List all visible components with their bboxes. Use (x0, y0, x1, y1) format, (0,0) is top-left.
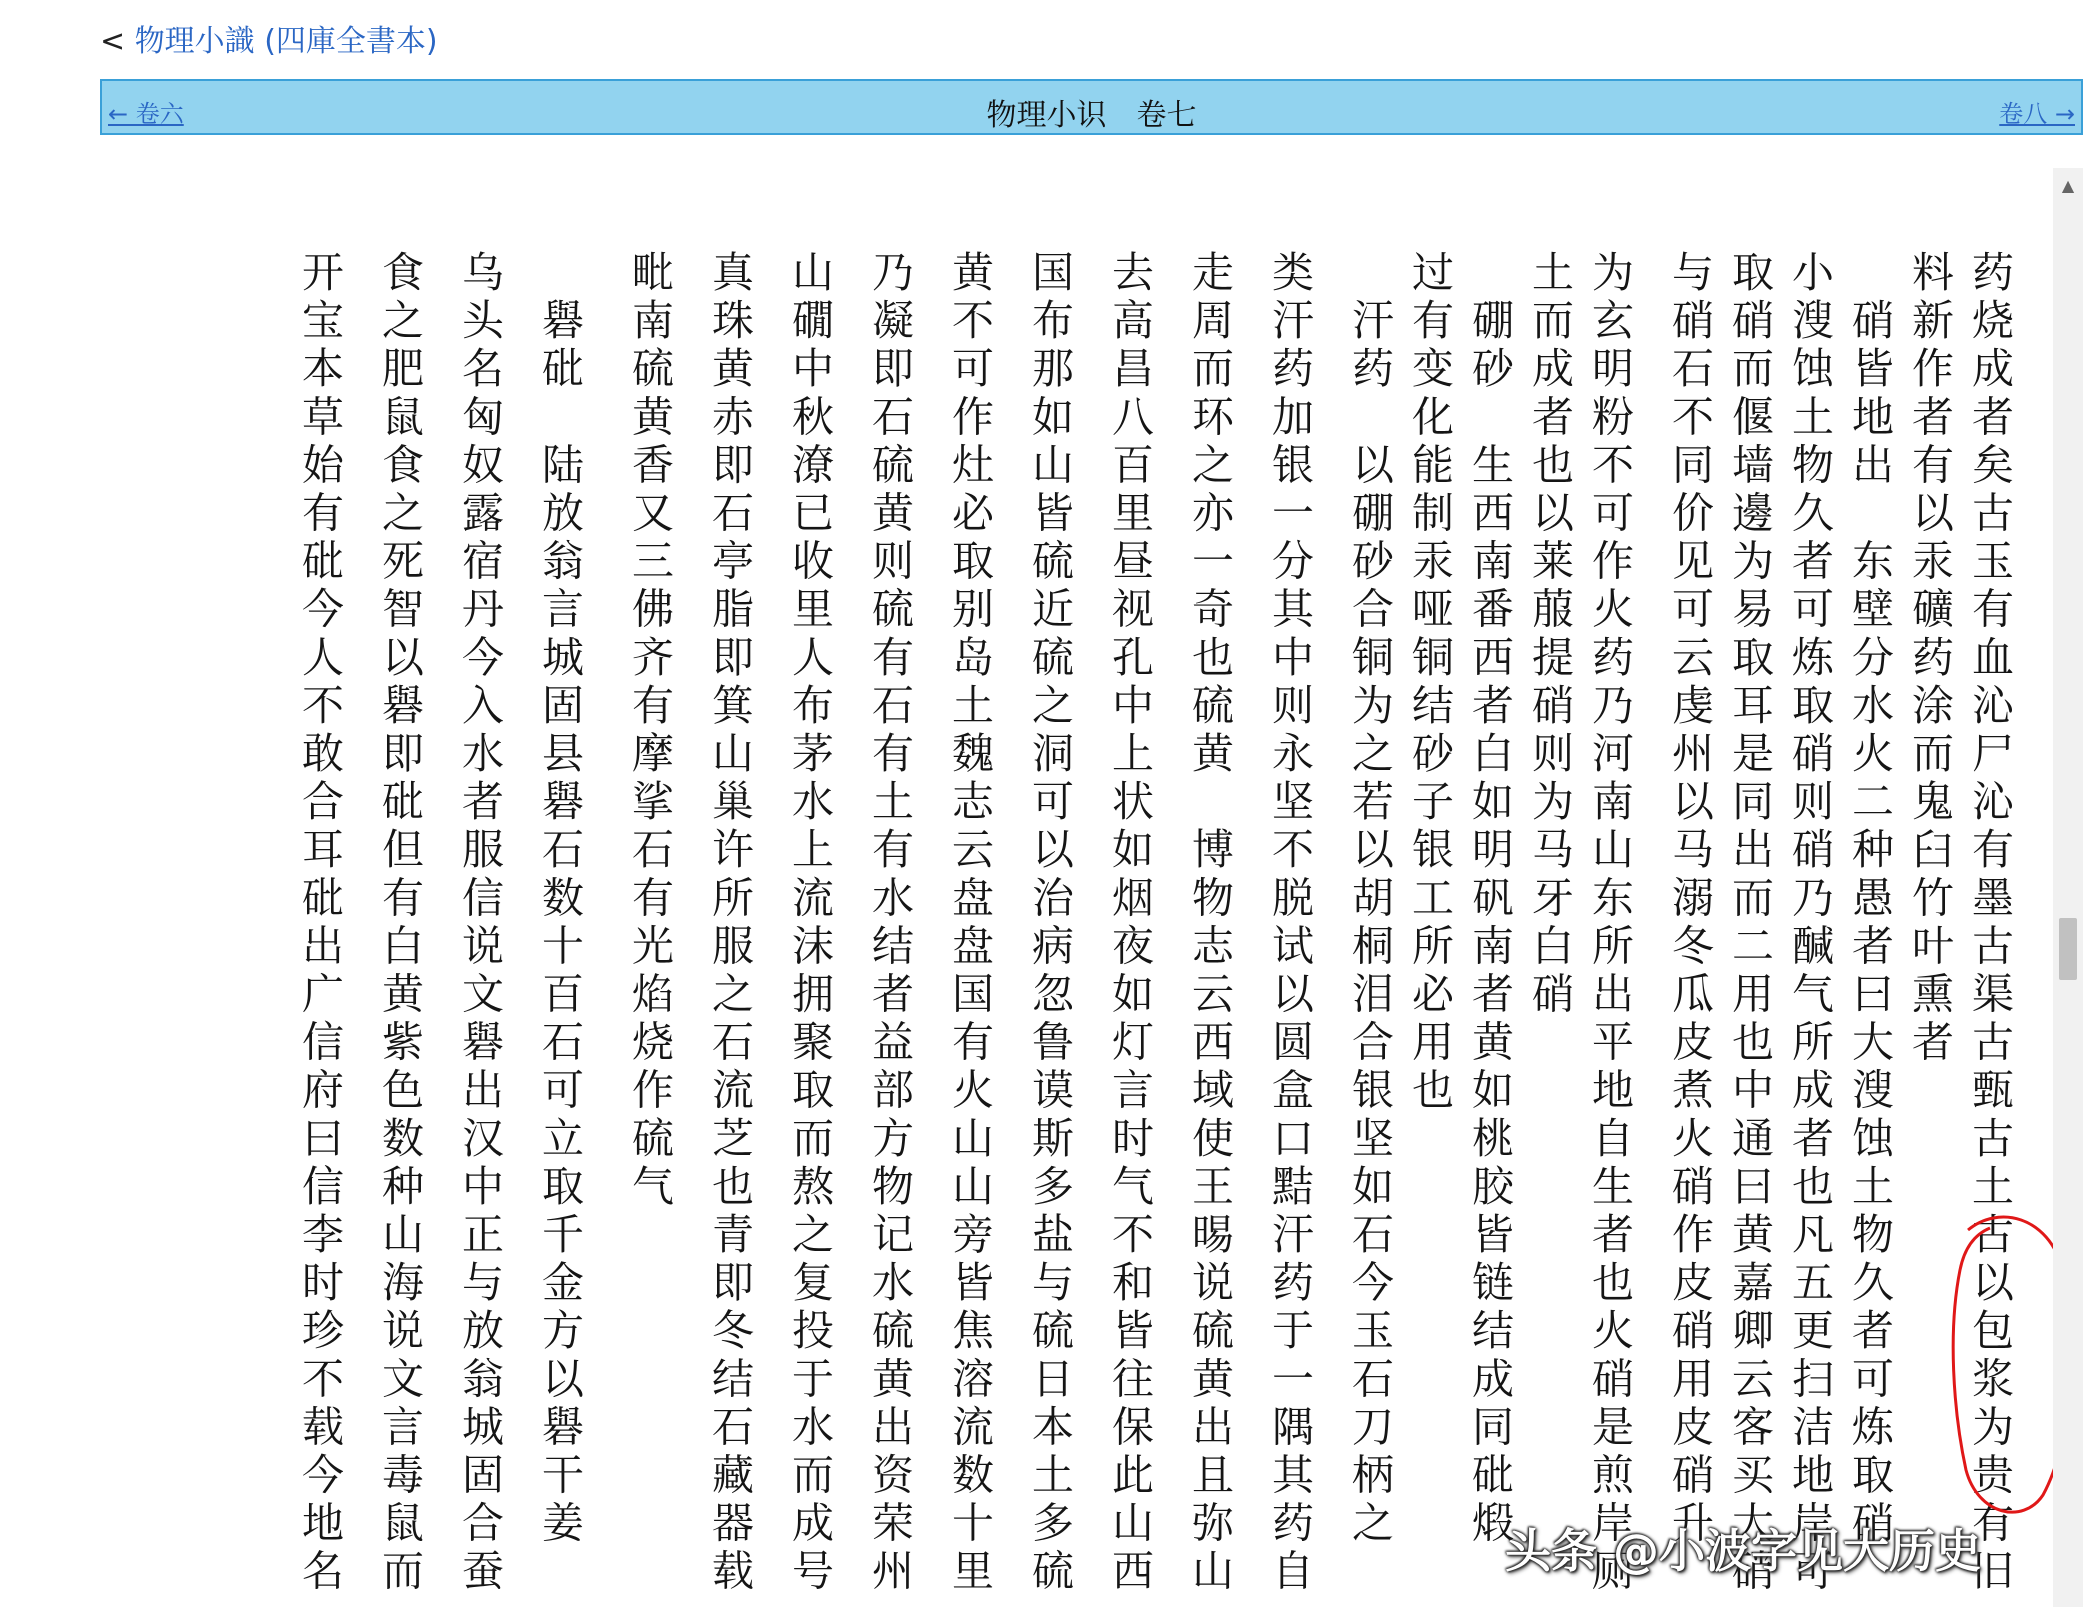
watermark: 头条 @小波字见大历史 (1505, 1524, 1982, 1578)
next-chapter-link[interactable]: 卷八 → (1999, 100, 2075, 128)
scroll-up-arrow-icon[interactable]: ▲ (2061, 176, 2075, 195)
text-column: 硼砂 生西南番西者白如明矾南者黄如桃胶皆链结成同砒煅 (1466, 250, 1515, 1549)
text-column: 为玄明粉不可作火药乃河南山东所出平地自生者也火硝是煎岸厕 (1586, 250, 1635, 1597)
text-column: 山礀中秋潦已收里人布茅水上流沫拥聚取而熬之复投于水而成号 (786, 250, 835, 1597)
text-column: 走周而环之亦一奇也硫黄 博物志云西域使王晹说硫黄出且弥山 (1186, 250, 1235, 1597)
text-column: 去高昌八百里昼视孔中上状如烟夜如灯言时气不和皆往保此山西 (1106, 250, 1155, 1597)
text-column: 礜砒 陆放翁言城固县礜石数十百石可立取千金方以礜干姜 (536, 250, 585, 1549)
scrollbar-thumb[interactable] (2059, 918, 2077, 980)
text-column: 国布那如山皆硫近硫之洞可以治病忽鲁谟斯多盐与硫日本土多硫 (1026, 250, 1075, 1597)
chapter-nav-bar (100, 79, 2083, 135)
text-column: 药烧成者矣古玉有血沁尸沁有墨古渠古甄古土古以包浆为贵有旧 (1966, 250, 2015, 1597)
vertical-scrollbar[interactable] (2053, 168, 2083, 1607)
text-column: 毗南硫黄香又三佛齐有摩挲石有光焰烧作硫气 (626, 250, 675, 1212)
text-column: 开宝本草始有砒今人不敢合耳砒出广信府曰信李时珍不载今地名 (296, 250, 345, 1597)
text-column: 汗药 以硼砂合铜为之若以胡桐泪合银坚如石今玉石刀柄之 (1346, 250, 1395, 1549)
text-column: 乌头名匈奴露宿丹今入水者服信说文礜出汉中正与放翁城固合蚕 (456, 250, 505, 1597)
text-column: 料新作者有以汞礦药涂而鬼臼竹叶熏者 (1906, 250, 1955, 1068)
text-column: 黄不可作灶必取别岛土魏志云盘盘国有火山山旁皆焦溶流数十里 (946, 250, 995, 1597)
breadcrumb-book-link[interactable]: 物理小識 (四庫全書本) (134, 24, 438, 59)
text-column: 过有变化能制汞哑铜结砂子银工所必用也 (1406, 250, 1455, 1116)
text-column: 与硝石不同价见可云虔州以马溺冬瓜皮煮火硝作皮硝用皮硝升 (1666, 250, 1715, 1549)
text-column: 食之肥鼠食之死智以礜即砒但有白黄紫色数种山海说文言毒鼠而 (376, 250, 425, 1597)
text-column: 硝皆地出 东壁分水火二种愚者曰大溲蚀土物久者可炼取硝 (1846, 250, 1895, 1549)
text-column: 类汗药加银一分其中则永坚不脱试以圆盒口黠汗药于一隅其药自 (1266, 250, 1315, 1597)
text-column: 真珠黄赤即石亭脂即箕山巢许所服之石流芝也青即冬结石藏器载 (706, 250, 755, 1597)
vertical-text-body (140, 250, 2030, 1607)
previous-chapter-link[interactable]: ← 卷六 (108, 100, 184, 128)
back-chevron-icon: < (100, 24, 126, 59)
breadcrumb (100, 16, 438, 60)
text-column: 小溲蚀土物久者可炼取硝则硝乃醎气所成者也凡五更扫洁地岸可 (1786, 250, 1835, 1597)
text-column: 土而成者也以莱菔提硝则为马牙白硝 (1526, 250, 1575, 1020)
chapter-title: 物理小识 卷七 (986, 98, 1197, 133)
text-column: 乃凝即石硫黄则硫有石有土有水结者益部方物记水硫黄出资荣州 (866, 250, 915, 1597)
text-column: 取硝而偃墙邊为易取耳是同出而二用也中通曰黄嘉卿云客买大硝 (1726, 250, 1775, 1597)
